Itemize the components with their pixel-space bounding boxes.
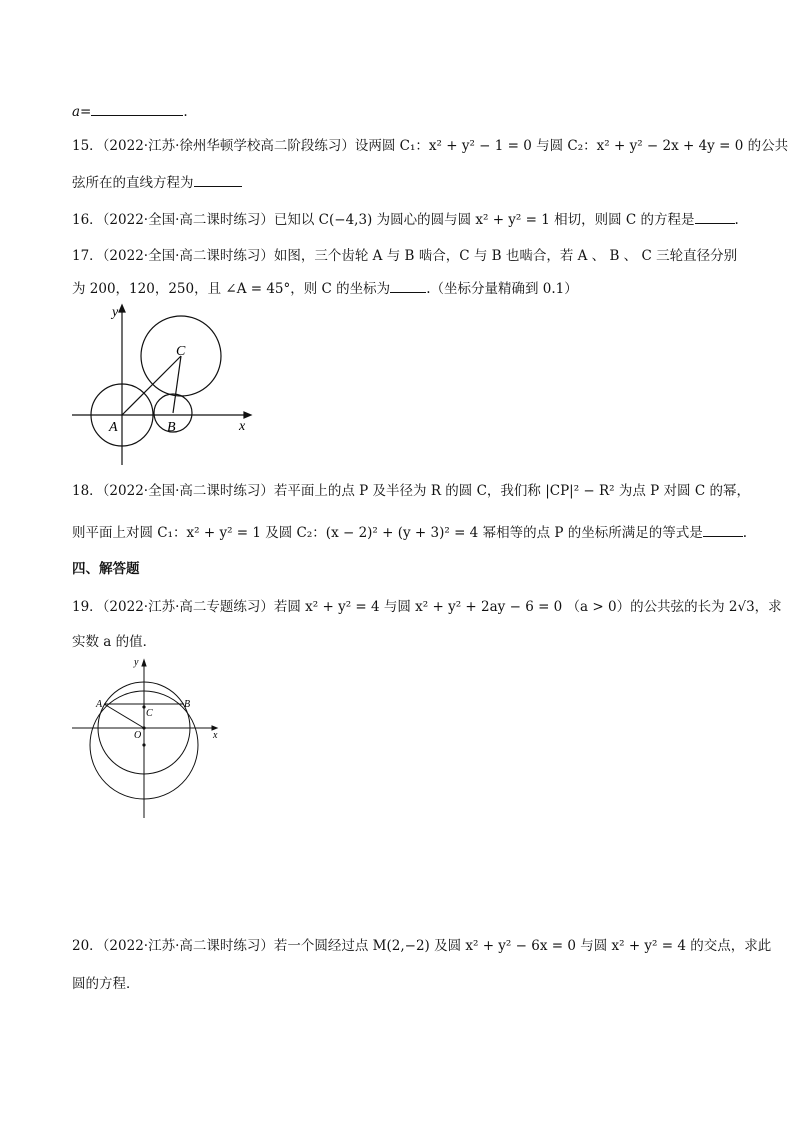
question-16-text: 16．（2022·全国·高二课时练习）已知以 C(−4,3) 为圆心的圆与圆 x² + y² = 1 相切，则圆 C 的方程是 xyxy=(72,212,695,228)
question-18-line-1: 18．（2022·全国·高二课时练习）若平面上的点 P 及半径为 R 的圆 C，我们称 |CP|² − R² 为点 P 对圆 C 的幂， xyxy=(72,483,750,499)
question-15-text: 弦所在的直线方程为 xyxy=(72,175,194,191)
question-18-end: . xyxy=(742,525,748,541)
question-19-line-1: 19．（2022·江苏·高二专题练习）若圆 x² + y² = 4 与圆 x² + y² + 2ay − 6 = 0 （a > 0）的公共弦的长为 2√3，求 xyxy=(72,599,782,615)
fig2-label-a: A xyxy=(96,699,103,710)
question-20-line-2: 圆的方程． xyxy=(72,976,140,992)
q14-var: a= xyxy=(72,104,92,120)
center-c-dot xyxy=(142,743,145,746)
question-15-line-1: 15．（2022·江苏·徐州华顿学校高二阶段练习）设两圆 C₁：x² + y² − 1 = 0 与圆 C₂：x² + y² − 2x + 4y = 0 的公共 xyxy=(72,138,789,154)
q14-end: . xyxy=(183,104,188,120)
section-heading: 四、解答题 xyxy=(72,561,140,577)
fig2-x-label: x xyxy=(213,730,218,741)
question-17-line-1: 17．（2022·全国·高二课时练习）如图，三个齿轮 A 与 B 啮合，C 与 B 也啮合，若 A 、 B 、 C 三轮直径分别 xyxy=(72,248,738,264)
fig1-x-label: x xyxy=(239,419,246,434)
fig1-label-b: B xyxy=(167,420,176,435)
fig2-y-label: y xyxy=(134,657,139,668)
segment-ao xyxy=(104,704,144,728)
fig1-label-a: A xyxy=(109,420,118,435)
question-18-text: 则平面上对圆 C₁：x² + y² = 1 及圆 C₂：(x − 2)² + (y + 3)² = 4 幂相等的点 P 的坐标所满足的等式是 xyxy=(72,525,703,541)
question-19-line-2: 实数 a 的值． xyxy=(72,634,157,650)
fig2-label-c: C xyxy=(146,708,153,719)
question-17-end: .（坐标分量精确到 0.1） xyxy=(426,281,578,297)
fig1-label-c: C xyxy=(176,344,186,359)
fig2-label-o: O xyxy=(134,730,142,741)
question-20-line-1: 20．（2022·江苏·高二课时练习）若一个圆经过点 M(2,−2) 及圆 x² + y² − 6x = 0 与圆 x² + y² = 4 的交点，求此 xyxy=(72,938,772,954)
point-o-dot xyxy=(142,726,145,729)
fig1-y-label: y xyxy=(112,305,119,320)
question-17-text: 为 200，120，250，且 ∠A = 45°，则 C 的坐标为 xyxy=(72,281,391,297)
question-16-end: . xyxy=(734,212,739,228)
fig2-label-b: B xyxy=(184,699,191,710)
fig2-y-arrow xyxy=(142,660,146,666)
